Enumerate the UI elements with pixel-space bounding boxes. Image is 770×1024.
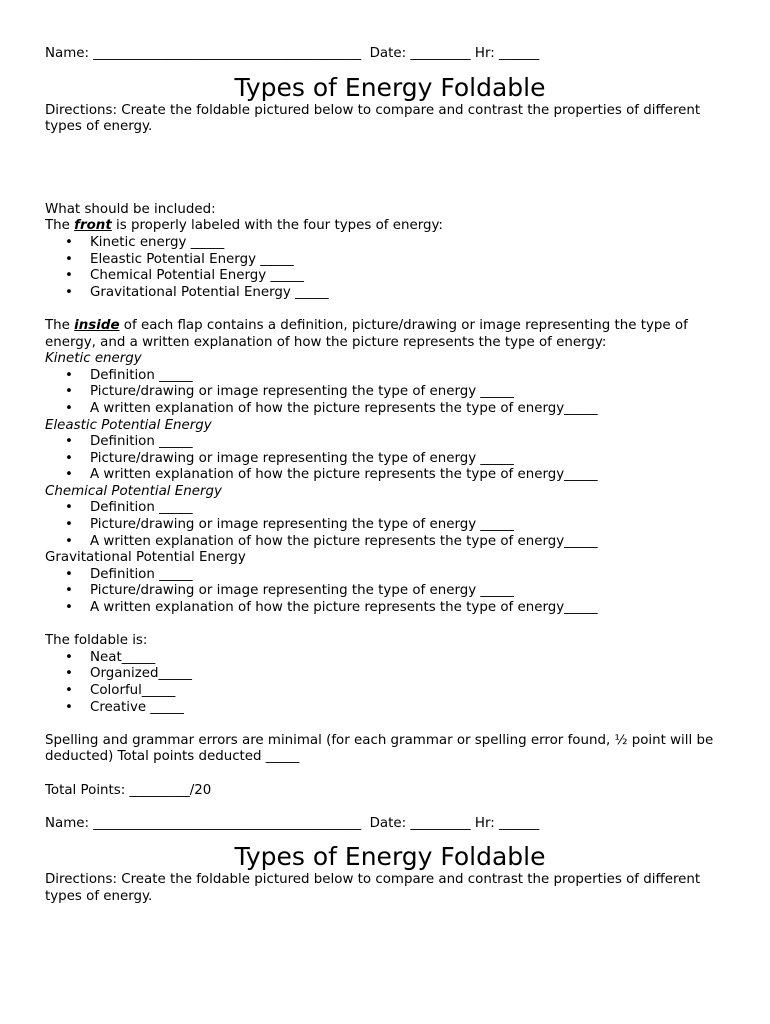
group-heading-chemical: Chemical Potential Energy	[45, 483, 222, 499]
front-checklist	[45, 235, 735, 301]
inside-keyword: inside	[74, 317, 120, 333]
directions-text: Directions: Create the foldable pictured below to compare and contrast the properties of different types of energy.	[45, 872, 701, 904]
group-heading-gravitational: Gravitational Potential Energy	[45, 550, 246, 566]
kinetic-checklist	[45, 368, 735, 418]
list-item: • Picture/drawing or image representing the type of energy _____	[45, 451, 735, 468]
front-criteria-line	[45, 218, 735, 235]
foldable-checklist	[45, 650, 735, 716]
list-item: • Organized_____	[45, 666, 735, 683]
list-item: • Kinetic energy _____	[45, 235, 735, 252]
list-item: • Gravitational Potential Energy _____	[45, 285, 735, 302]
foldable-intro: The foldable is:	[45, 633, 148, 649]
page-title: Types of Energy Foldable	[234, 842, 546, 872]
list-item: • A written explanation of how the picture represents the type of energy_____	[45, 534, 735, 551]
list-item: • Definition _____	[45, 434, 735, 451]
worksheet-page	[45, 46, 735, 906]
list-item: • Definition _____	[45, 500, 735, 517]
group-heading-elastic: Eleastic Potential Energy	[45, 417, 212, 433]
list-item: • Definition _____	[45, 368, 735, 385]
front-suffix: is properly labeled with the four types of energy:	[111, 218, 443, 234]
name-date-hour-line: Name: ________________________________________ Date: _________ Hr: ______	[45, 815, 540, 831]
list-item: • A written explanation of how the picture represents the type of energy_____	[45, 401, 735, 418]
gravitational-checklist	[45, 567, 735, 617]
directions-text: Directions: Create the foldable pictured below to compare and contrast the properties of different types of energy.	[45, 102, 701, 135]
name-date-hour-line: Name: ________________________________________ Date: _________ Hr: ______	[45, 46, 540, 61]
list-item: • Neat_____	[45, 650, 735, 667]
total-points: Total Points: _________/20	[45, 782, 212, 798]
elastic-checklist	[45, 434, 735, 484]
spelling-grammar-text: Spelling and grammar errors are minimal (for each grammar or spelling error found, ½ point will be deducted) Total points deducted _____	[45, 732, 714, 765]
list-item: • A written explanation of how the picture represents the type of energy_____	[45, 467, 735, 484]
inside-prefix: The	[45, 317, 75, 333]
inside-criteria-line	[45, 318, 735, 351]
group-heading-kinetic: Kinetic energy	[45, 351, 142, 367]
chemical-checklist	[45, 500, 735, 550]
inside-suffix: of each flap contains a definition, picture/drawing or image representing the type of energy, and a written explanation of how the picture represents the type of energy:	[45, 317, 688, 350]
list-item: • Chemical Potential Energy _____	[45, 268, 735, 285]
picture-space	[45, 136, 735, 202]
list-item: • Picture/drawing or image representing the type of energy _____	[45, 583, 735, 600]
list-item: • Eleastic Potential Energy _____	[45, 252, 735, 269]
list-item: • Definition _____	[45, 567, 735, 584]
list-item: • Picture/drawing or image representing the type of energy _____	[45, 517, 735, 534]
page-title: Types of Energy Foldable	[234, 72, 546, 102]
list-item: • A written explanation of how the picture represents the type of energy_____	[45, 600, 735, 617]
included-intro: What should be included:	[45, 201, 216, 217]
list-item: • Picture/drawing or image representing the type of energy _____	[45, 384, 735, 401]
list-item: • Colorful_____	[45, 683, 735, 700]
front-keyword: front	[74, 218, 112, 234]
list-item: • Creative _____	[45, 700, 735, 717]
front-prefix: The	[45, 218, 75, 234]
